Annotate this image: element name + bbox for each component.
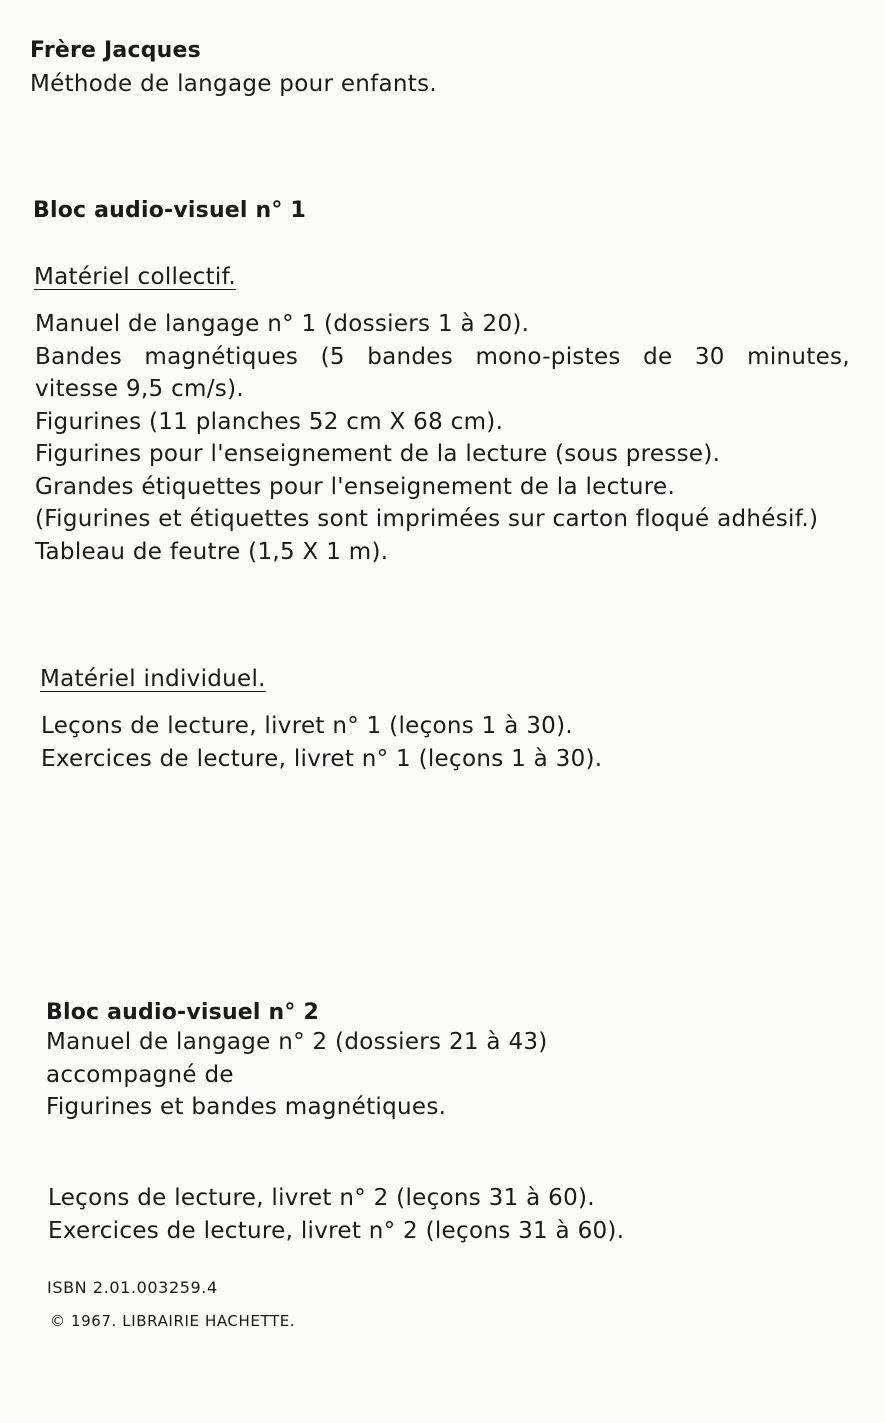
list-item: Grandes étiquettes pour l'enseignement de la lecture.: [35, 473, 676, 500]
bloc1-title: Bloc audio-visuel n° 1: [33, 198, 306, 223]
materiel-collectif-list: [35, 308, 850, 568]
materiel-collectif-heading: Matériel collectif.: [34, 264, 236, 290]
list-item: Manuel de langage n° 1 (dossiers 1 à 20).: [35, 311, 530, 337]
materiel-individuel-heading: Matériel individuel.: [40, 666, 266, 692]
materiel-individuel-list: [41, 710, 602, 775]
list-item: (Figurines et étiquettes sont imprimées sur carton floqué adhésif.): [35, 506, 819, 532]
bloc2-livrets: [48, 1182, 624, 1247]
list-item: Figurines pour l'enseignement de la lecture (sous presse).: [35, 441, 721, 467]
book-title: Frère Jacques: [30, 38, 201, 63]
bloc2-list: [46, 1026, 548, 1124]
list-item: Bandes magnétiques (5 bandes mono-pistes de 30 minutes,: [35, 343, 850, 370]
book-subtitle: Méthode de langage pour enfants.: [30, 71, 438, 97]
bloc2-title: Bloc audio-visuel n° 2: [46, 1000, 319, 1025]
list-item: Figurines et bandes magnétiques.: [46, 1094, 447, 1120]
list-item: Exercices de lecture, livret n° 1 (leçons 1 à 30).: [41, 745, 603, 772]
list-item: Tableau de feutre (1,5 X 1 m).: [35, 538, 389, 565]
list-item: accompagné de: [46, 1061, 234, 1088]
list-item: Leçons de lecture, livret n° 1 (leçons 1 à 30).: [41, 713, 573, 739]
isbn: ISBN 2.01.003259.4: [47, 1278, 218, 1297]
copyright: © 1967. LIBRAIRIE HACHETTE.: [50, 1312, 296, 1330]
list-item: vitesse 9,5 cm/s).: [35, 376, 244, 402]
list-item: Manuel de langage n° 2 (dossiers 21 à 43): [46, 1029, 548, 1055]
list-item: Leçons de lecture, livret n° 2 (leçons 31 à 60).: [48, 1185, 595, 1211]
list-item: Figurines (11 planches 52 cm X 68 cm).: [35, 408, 504, 435]
list-item: Exercices de lecture, livret n° 2 (leçons 31 à 60).: [48, 1217, 625, 1244]
